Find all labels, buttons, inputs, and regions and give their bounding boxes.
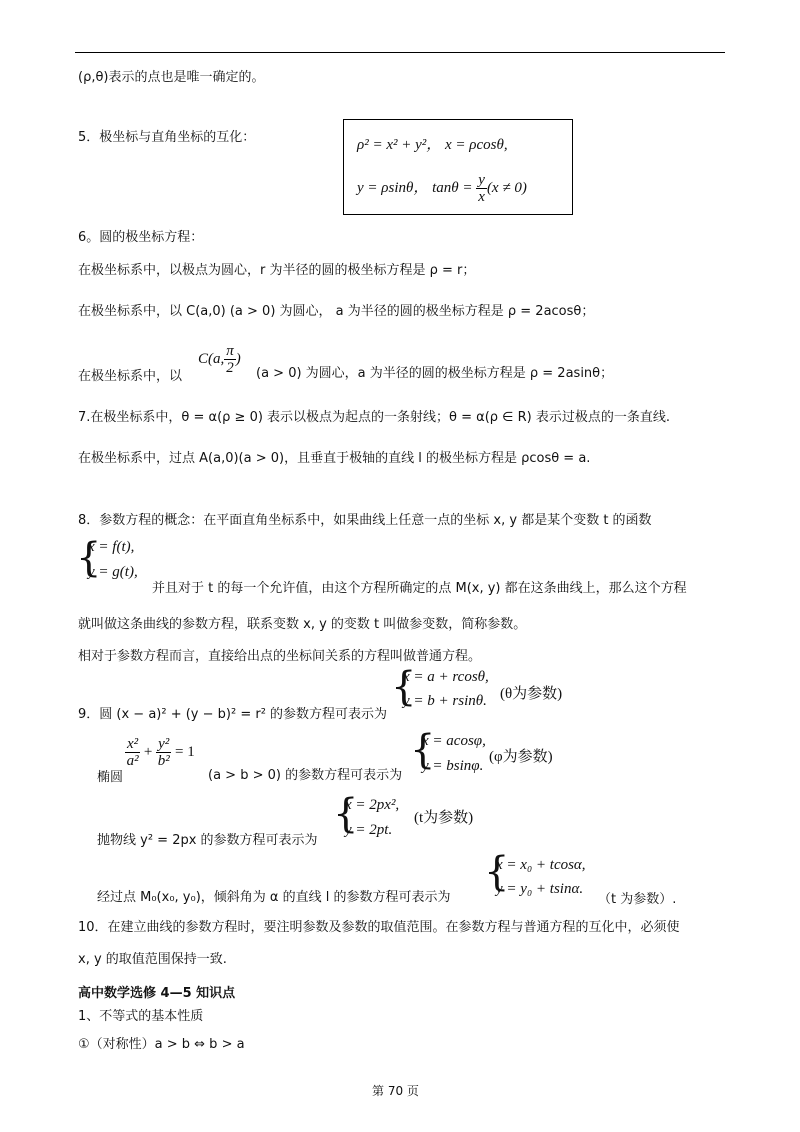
section-6-heading: 6。圆的极坐标方程： bbox=[78, 230, 204, 245]
chapter-heading: 高中数学选修 4—5 知识点 bbox=[78, 986, 236, 1001]
inequality-properties-heading: 1、不等式的基本性质 bbox=[78, 1009, 204, 1024]
ellipse-label: 椭圆 bbox=[97, 770, 124, 785]
section-5-heading: 5．极坐标与直角坐标的互化： bbox=[78, 130, 256, 145]
parabola-param-x: x = 2px², bbox=[345, 797, 400, 813]
parabola-param-y: y = 2pt. bbox=[345, 822, 393, 838]
ray-and-line-equations: 7.在极坐标系中，θ = α(ρ ≥ 0) 表示以极点为起点的一条射线；θ = α(ρ ∈ R) 表示过极点的一条直线. bbox=[78, 410, 671, 425]
param-system-brace: { bbox=[76, 535, 102, 581]
perpendicular-line-equation: 在极坐标系中，过点 A(a,0)(a > 0)，且垂直于极轴的直线 l 的极坐标方程是 ρcosθ = a. bbox=[78, 451, 591, 466]
circle-param-y: y = b + rsinθ. bbox=[403, 693, 487, 709]
header-rule bbox=[75, 52, 725, 53]
param-definition-text: 并且对于 t 的每一个允许值，由这个方程所确定的点 M(x, y) 都在这条曲线上，那么这个方程 bbox=[152, 581, 687, 596]
param-eq-y: y = g(t), bbox=[88, 564, 138, 580]
parabola-param-note: (t为参数) bbox=[414, 810, 474, 826]
ordinary-equation-definition: 相对于参数方程而言，直接给出点的坐标间关系的方程叫做普通方程。 bbox=[78, 649, 482, 664]
line-param-brace: { bbox=[484, 849, 510, 895]
parabola-param-brace: { bbox=[333, 791, 359, 837]
parabola-param-label: 抛物线 y² = 2px 的参数方程可表示为 bbox=[97, 833, 318, 848]
page-number: 第 70 页 bbox=[372, 1084, 419, 1098]
circle-param-brace: { bbox=[391, 664, 417, 710]
line-param-note: （t 为参数）. bbox=[598, 892, 677, 907]
param-definition-continued: 就叫做这条曲线的参数方程，联系变数 x, y 的变数 t 叫做参变数，简称参数。 bbox=[78, 617, 527, 632]
ellipse-param-note: (φ为参数) bbox=[489, 749, 553, 765]
circle-param-label: 9．圆 (x − a)² + (y − b)² = r² 的参数方程可表示为 bbox=[78, 707, 388, 722]
line-param-y: y = y₀ + tsinα. bbox=[496, 881, 584, 897]
circle-param-x: x = a + rcosθ, bbox=[403, 669, 489, 685]
param-eq-x: x = f(t), bbox=[88, 539, 135, 555]
ellipse-param-label: (a > b > 0) 的参数方程可表示为 bbox=[208, 768, 403, 783]
symmetry-property: ①（对称性）a > b ⇔ b > a bbox=[78, 1037, 245, 1052]
text-line-1: (ρ,θ)表示的点也是唯一确定的。 bbox=[78, 70, 265, 85]
circle-equation-line-1: 在极坐标系中，以极点为圆心，r 为半径的圆的极坐标方程是 ρ = r； bbox=[78, 263, 476, 278]
ellipse-param-brace: { bbox=[410, 727, 436, 773]
section-10-text: 10．在建立曲线的参数方程时，要注明参数及参数的取值范围。在参数方程与普通方程的互化中，必须使 bbox=[78, 920, 680, 935]
circle-center-point: C(a, $\frac{\pi}{2}$ ) bbox=[198, 343, 241, 376]
box-formula-row-1: ρ² = x² + y²， x = ρcosθ, bbox=[357, 137, 508, 153]
circle-equation-line-3-prefix: 在极坐标系中，以 bbox=[78, 369, 183, 384]
box-formula-row-2: y = ρsinθ， tanθ = $\frac{y}{x}$ (x ≠ 0) bbox=[357, 172, 527, 205]
line-param-x: x = x₀ + tcosα, bbox=[496, 857, 586, 873]
ellipse-equation: $\frac{\text{x²}}{\text{a²}}$ + $\frac{\text{y²}}{\text{b²}}$ = 1 bbox=[126, 736, 195, 769]
ellipse-param-x: x = acosφ, bbox=[422, 733, 486, 749]
line-param-label: 经过点 M₀(x₀, y₀)，倾斜角为 α 的直线 l 的参数方程可表示为 bbox=[97, 890, 451, 905]
circle-equation-line-2: 在极坐标系中，以 C(a,0) (a > 0) 为圆心， a 为半径的圆的极坐标方程是 ρ = 2acosθ； bbox=[78, 304, 595, 319]
circle-equation-line-3-suffix: (a > 0) 为圆心，a 为半径的圆的极坐标方程是 ρ = 2asinθ； bbox=[256, 366, 614, 381]
circle-param-note: (θ为参数) bbox=[500, 686, 563, 702]
section-10-text-continued: x, y 的取值范围保持一致. bbox=[78, 952, 227, 967]
ellipse-param-y: y = bsinφ. bbox=[422, 758, 484, 774]
section-8-heading: 8．参数方程的概念：在平面直角坐标系中，如果曲线上任意一点的坐标 x, y 都是某个变数 t 的函数 bbox=[78, 513, 652, 528]
